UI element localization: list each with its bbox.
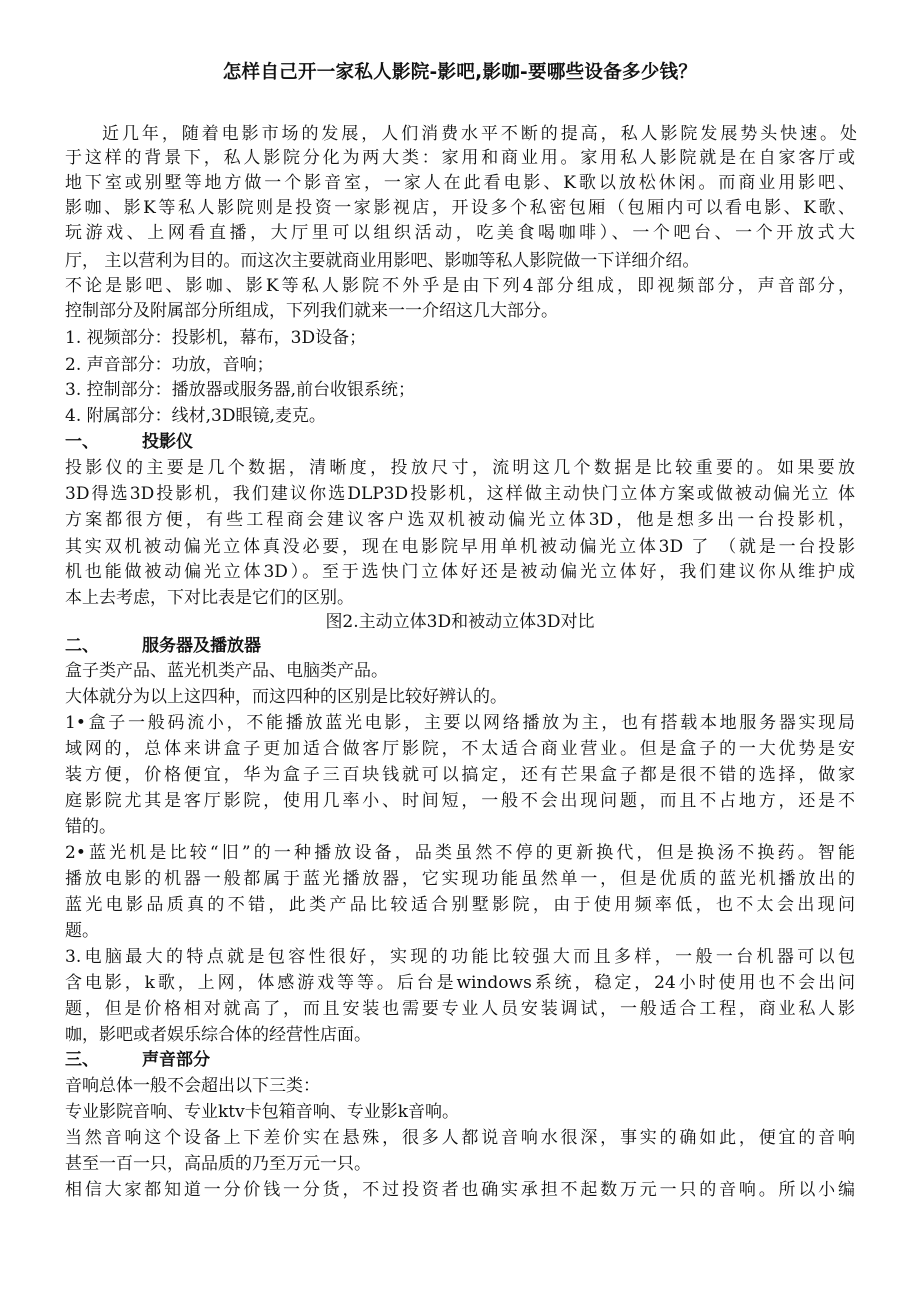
section-title: 服务器及播放器 xyxy=(142,636,261,656)
body-line: 装方便，价格便宜，华为盒子三百块钱就可以搞定，还有芒果盒子都是很不错的选择，做家 xyxy=(65,765,855,785)
body-line: 音响总体一般不会超出以下三类： xyxy=(65,1076,320,1096)
list-item: 2. 声音部分：功放，音响； xyxy=(65,355,274,375)
body-line: 专业影院音响、专业ktv卡包箱音响、专业影k音响。 xyxy=(65,1102,460,1122)
section-number: 三、 xyxy=(65,1050,99,1070)
body-line: 甚至一百一只，高品质的乃至万元一只。 xyxy=(65,1154,371,1174)
body-line: 机也能做被动偏光立体3D）。至于选快门立体好还是被动偏光立体好，我们建议你从维护成 xyxy=(65,562,855,582)
list-item: 1. 视频部分：投影机，幕布，3D设备； xyxy=(65,328,367,348)
body-line: 题，但是价格相对就高了，而且安装也需要专业人员安装调试，一般适合工程，商业私人影 xyxy=(65,999,855,1019)
page-title: 怎样自己开一家私人影院-影吧,影咖-要哪些设备多少钱？ xyxy=(222,62,698,83)
body-line: 3D得选3D投影机，我们建议你选DLP3D投影机，这样做主动快门立体方案或做被动偏光立 体 xyxy=(65,484,855,504)
body-line: 3.电脑最大的特点就是包容性很好，实现的功能比较强大而且多样，一般一台机器可以包 xyxy=(65,947,855,967)
list-item: 4. 附属部分：线材,3D眼镜,麦克。 xyxy=(65,406,326,426)
body-line: 盒子类产品、蓝光机类产品、电脑类产品。 xyxy=(65,661,388,681)
body-line: 域网的，总体来讲盒子更加适合做客厅影院，不太适合商业营业。但是盒子的一大优势是安 xyxy=(65,739,855,759)
section-heading-projector xyxy=(65,430,855,454)
body-line: 投影仪的主要是几个数据，清晰度，投放尺寸，流明这几个数据是比较重要的。如果要放 xyxy=(65,458,855,478)
list-item: 3. 控制部分：播放器或服务器,前台收银系统； xyxy=(65,380,416,400)
intro-line: 于这样的背景下，私人影院分化为两大类：家用和商业用。家用私人影院就是在自家客厅或 xyxy=(65,148,855,168)
intro-line: 地下室或别墅等地方做一个影音室，一家人在此看电影、K歌以放松休闲。而商业用影吧、 xyxy=(65,173,855,193)
body-line: 咖，影吧或者娱乐综合体的经营性店面。 xyxy=(65,1025,371,1045)
body-line: 2•蓝光机是比较“旧”的一种播放设备，品类虽然不停的更新换代，但是换汤不换药。智能 xyxy=(65,843,855,863)
body-line: 其实双机被动偏光立体真没必要，现在电影院早用单机被动偏光立体3D 了 （就是一台投影 xyxy=(65,537,855,557)
body-line: 庭影院尤其是客厅影院，使用几率小、时间短，一般不会出现问题，而且不占地方，还是不 xyxy=(65,791,855,811)
body-line: 播放电影的机器一般都属于蓝光播放器，它实现功能虽然单一，但是优质的蓝光机播放出的 xyxy=(65,869,855,889)
body-line: 含电影，k歌，上网，体感游戏等等。后台是windows系统，稳定，24小时使用也不会出问 xyxy=(65,973,855,993)
body-line: 大体就分为以上这四种，而这四种的区别是比较好辨认的。 xyxy=(65,687,507,707)
section-heading-audio xyxy=(65,1048,855,1072)
body-line: 当然音响这个设备上下差价实在悬殊，很多人都说音响水很深，事实的确如此，便宜的音响 xyxy=(65,1128,855,1148)
intro-line: 控制部分及附属部分所组成，下列我们就来一一介绍这几大部分。 xyxy=(65,301,558,321)
body-line: 蓝光电影品质真的不错，此类产品比较适合别墅影院，由于使用频率低，也不太会出现问 xyxy=(65,895,855,915)
intro-line: 影咖、影K等私人影院则是投资一家影视店，开设多个私密包厢（包厢内可以看电影、K歌、 xyxy=(65,198,855,218)
body-line: 题。 xyxy=(65,921,99,941)
body-line: 相信大家都知道一分价钱一分货，不过投资者也确实承担不起数万元一只的音响。所以小编 xyxy=(65,1180,855,1200)
intro-line: 不论是影吧、影咖、影K等私人影院不外乎是由下列4部分组成，即视频部分，声音部分， xyxy=(65,276,855,296)
section-title: 投影仪 xyxy=(142,432,193,452)
body-line: 错的。 xyxy=(65,817,116,837)
section-number: 一、 xyxy=(65,432,99,452)
body-line: 本上去考虑，下对比表是它们的区别。 xyxy=(65,588,354,608)
section-title: 声音部分 xyxy=(142,1050,210,1070)
figure-caption: 图2.主动立体3D和被动立体3D对比 xyxy=(325,612,595,632)
body-line: 方案都很方便，有些工程商会建议客户选双机被动偏光立体3D，他是想多出一台投影机， xyxy=(65,510,855,530)
intro-line: 玩游戏、上网看直播，大厅里可以组织活动，吃美食喝咖啡）、一个吧台、一个开放式大 xyxy=(65,223,855,243)
body-line: 1•盒子一般码流小，不能播放蓝光电影，主要以网络播放为主，也有搭载本地服务器实现局 xyxy=(65,713,855,733)
section-heading-server xyxy=(65,634,855,658)
section-number: 二、 xyxy=(65,636,99,656)
intro-line: 厅， 主以营利为目的。而这次主要就商业用影吧、影咖等私人影院做一下详细介绍。 xyxy=(65,251,700,271)
intro-line: 近几年，随着电影市场的发展，人们消费水平不断的提高，私人影院发展势头快速。处 xyxy=(102,124,857,144)
